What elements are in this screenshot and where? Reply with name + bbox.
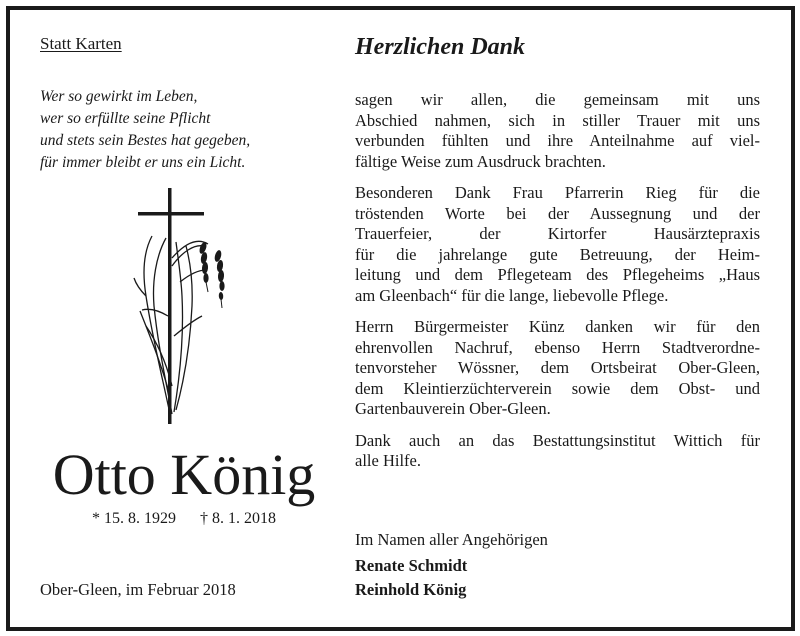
thanks-paragraph bbox=[355, 317, 760, 420]
thanks-paragraph bbox=[355, 431, 760, 472]
text-line: für die jahrelange gute Betreuung, der Heim- bbox=[355, 244, 760, 264]
place-and-date: Ober-Gleen, im Februar 2018 bbox=[40, 580, 236, 599]
signature-name: Renate Schmidt bbox=[355, 556, 468, 575]
birth-date: * 15. 8. 1929 bbox=[92, 510, 176, 527]
signature-name: Reinhold König bbox=[355, 580, 467, 599]
poem-line: Wer so gewirkt im Leben, bbox=[40, 88, 198, 105]
text-line: tröstenden Worte bei der Aussegnung und der bbox=[355, 203, 760, 223]
life-dates bbox=[32, 510, 336, 528]
text-line: tenvorsteher Wössner, dem Ortsbeirat Ober-Gleen, bbox=[355, 358, 760, 377]
text-line: am Gleenbach“ für die lange, liebevolle Pflege. bbox=[355, 285, 669, 305]
text-line: Herrn Bürgermeister Künz danken wir für den bbox=[355, 317, 760, 336]
text-line: verbunden fühlten und ihre Anteilnahme auf viel- bbox=[355, 131, 760, 150]
text-line: Besonderen Dank Frau Pfarrerin Rieg für die bbox=[355, 183, 760, 202]
thanks-body bbox=[355, 90, 760, 483]
right-column bbox=[355, 0, 767, 636]
thanks-heading: Herzlichen Dank bbox=[355, 34, 526, 60]
text-line: sagen wir allen, die gemeinsam mit uns bbox=[355, 90, 760, 109]
text-line: leitung und dem Pflegeteam des Pflegeheims „Haus bbox=[355, 265, 760, 284]
left-column bbox=[32, 0, 332, 636]
thanks-paragraph bbox=[355, 183, 760, 306]
text-line: ehrenvollen Nachruf, ebenso Herrn Stadtverordne- bbox=[355, 337, 760, 357]
statt-karten-label: Statt Karten bbox=[40, 34, 122, 53]
text-line: Dank auch an das Bestattungsinstitut Wittich für bbox=[355, 430, 760, 450]
poem-line: wer so erfüllte seine Pflicht bbox=[40, 110, 211, 127]
cross-with-wheat-icon bbox=[132, 186, 252, 426]
text-line: fältige Weise zum Ausdruck brachten. bbox=[355, 151, 606, 171]
poem-line: für immer bleibt er uns ein Licht. bbox=[40, 154, 246, 171]
text-line: alle Hilfe. bbox=[355, 451, 421, 470]
text-line: Abschied nahmen, sich in stiller Trauer mit uns bbox=[355, 110, 760, 130]
poem-line: und stets sein Bestes hat gegeben, bbox=[40, 132, 251, 149]
thanks-paragraph bbox=[355, 90, 760, 172]
text-line: dem Kleintierzüchterverein sowie dem Obst- und bbox=[355, 378, 760, 398]
memorial-poem bbox=[40, 86, 250, 174]
deceased-name: Otto König bbox=[52, 442, 316, 507]
death-date: † 8. 1. 2018 bbox=[200, 510, 276, 527]
regards-line: Im Namen aller Angehörigen bbox=[355, 530, 548, 549]
text-line: Trauerfeier, der Kirtorfer Hausärztepraxis bbox=[355, 224, 760, 243]
text-line: Gartenbauverein Ober-Gleen. bbox=[355, 399, 551, 418]
